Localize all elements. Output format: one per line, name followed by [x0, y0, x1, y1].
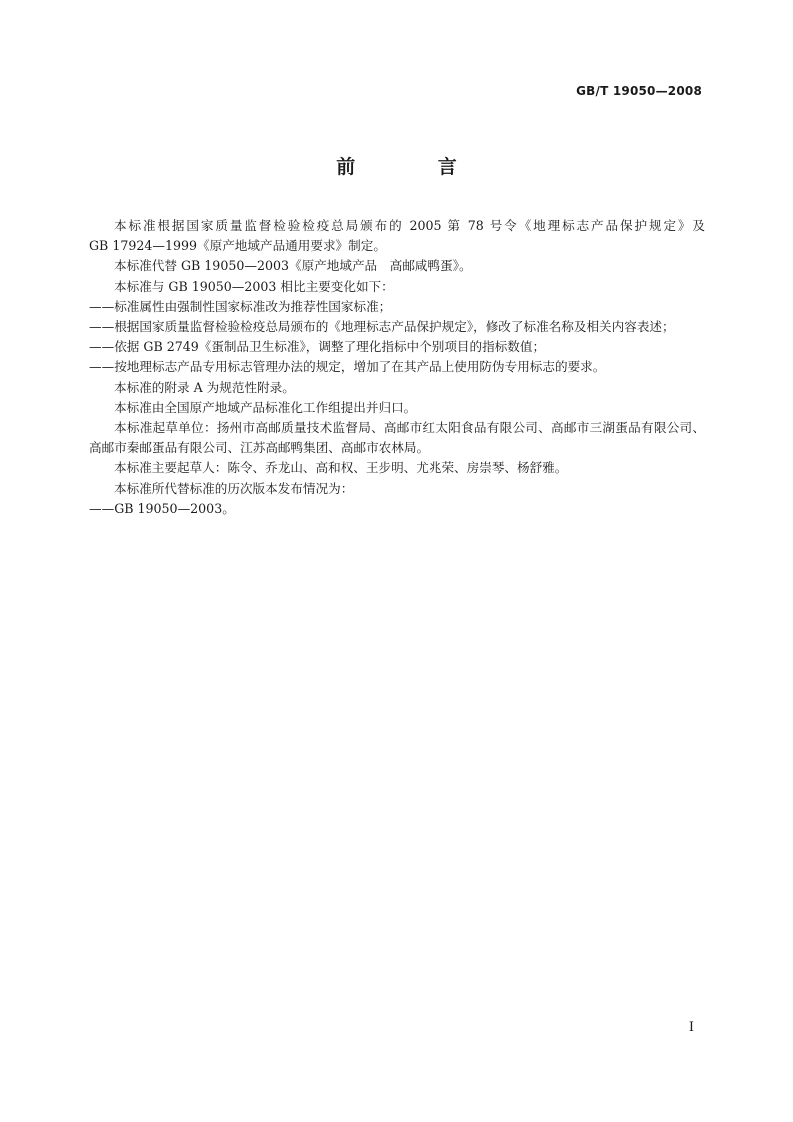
list-item-change-3: ——依据 GB 2749《蛋制品卫生标准》，调整了理化指标中个别项目的指标数值； [89, 339, 546, 355]
paragraph-basis-line2: GB 17924—1999《原产地域产品通用要求》制定。 [89, 238, 386, 254]
foreword-body [89, 216, 705, 519]
paragraph-proposer: 本标准由全国原产地域产品标准化工作组提出并归口。 [114, 399, 417, 415]
paragraph-drafters: 本标准主要起草人：陈令、乔龙山、高和权、王步明、尤兆荣、房崇琴、杨舒雅。 [114, 460, 568, 476]
page-number: I [688, 1020, 694, 1035]
paragraph-basis-line1: 本标准根据国家质量监督检验检疫总局颁布的 2005 第 78 号令《地理标志产品保护规定》及 [114, 218, 705, 233]
list-item-history-1: ——GB 19050—2003。 [89, 500, 235, 516]
paragraph-changes-intro: 本标准与 GB 19050—2003 相比主要变化如下： [114, 278, 394, 294]
page-title: 前 言 [336, 156, 495, 178]
paragraph-drafting-units: 本标准起草单位：扬州市高邮质量技术监督局、高邮市红太阳食品有限公司、高邮市三湖蛋品有限公司、高邮市秦邮蛋品有限公司、江苏高邮鸭集团、高邮市农林局。 [89, 420, 705, 456]
paragraph-replaces: 本标准代替 GB 19050—2003《原产地域产品 高邮咸鸭蛋》。 [114, 258, 472, 274]
list-item-change-4: ——按地理标志产品专用标志管理办法的规定，增加了在其产品上使用防伪专用标志的要求。 [89, 359, 606, 375]
standard-code: GB/T 19050—2008 [576, 84, 702, 98]
list-item-change-2: ——根据国家质量监督检验检疫总局颁布的《地理标志产品保护规定》，修改了标准名称及相关内容表述； [89, 319, 675, 335]
paragraph-annex: 本标准的附录 A 为规范性附录。 [114, 379, 295, 395]
paragraph-history-intro: 本标准所代替标准的历次版本发布情况为： [114, 480, 354, 496]
list-item-change-1: ——标准属性由强制性国家标准改为推荐性国家标准； [89, 298, 392, 314]
